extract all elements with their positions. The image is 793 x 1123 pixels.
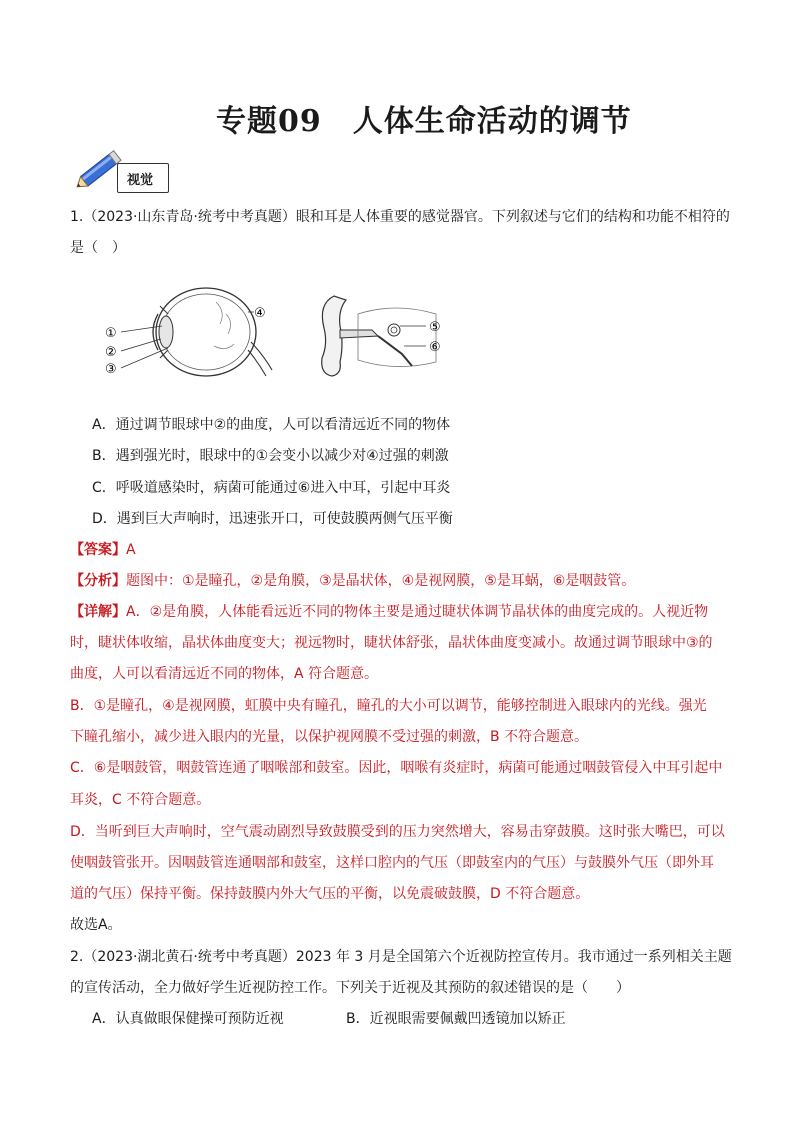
q1-detail-line-2: 时，睫状体收缩，晶状体曲度变大；视远物时，睫状体舒张，晶状体曲度变减小。故通过调节眼球中③的: [70, 635, 713, 651]
q2-stem-line-1: 2.（2023·湖北黄石·统考中考真题）2023 年 3 月是全国第六个近视防控宣传月。我市通过一系列相关主题: [70, 949, 732, 965]
q2-option-a: A．认真做眼保健操可预防近视: [92, 1011, 284, 1027]
q1-option-a: A．通过调节眼球中②的曲度，人可以看清远近不同的物体: [92, 417, 451, 433]
q1-detail-line-7: 耳炎，C 不符合题意。: [70, 792, 211, 808]
section-tag: [117, 163, 169, 193]
answer-label: 【答案】: [70, 542, 126, 558]
detail-text: A．②是角膜，人体能看远近不同的物体主要是通过睫状体调节晶状体的曲度完成的。人视近物: [126, 604, 709, 620]
q2-stem-line-2: 的宣传活动，全力做好学生近视防控工作。下列关于近视及其预防的叙述错误的是（ ）: [70, 980, 630, 996]
detail-label: 【详解】: [70, 604, 126, 620]
analysis-label: 【分析】: [70, 573, 126, 589]
ear-diagram: [322, 296, 441, 376]
figure-label-1: ①: [105, 326, 117, 341]
figure-label-5: ⑤: [429, 320, 441, 335]
q1-detail-line-4: B．①是瞳孔，④是视网膜，虹膜中央有瞳孔，瞳孔的大小可以调节，能够控制进入眼球内的光线。强光: [70, 698, 707, 714]
q1-detail-line-9: 使咽鼓管张开。因咽鼓管连通咽部和鼓室，这样口腔内的气压（即鼓室内的气压）与鼓膜外气压（即外耳: [70, 855, 714, 871]
figure-label-3: ③: [105, 362, 117, 377]
figure-label-2: ②: [105, 345, 117, 360]
q1-conclusion: 故选A。: [70, 917, 122, 933]
q1-stem-line-1: 1.（2023·山东青岛·统考中考真题）眼和耳是人体重要的感觉器官。下列叙述与它们的结构和功能不相符的: [70, 209, 730, 225]
section-tag-label: 视觉: [127, 173, 154, 188]
q1-option-b: B．遇到强光时，眼球中的①会变小以减少对④过强的刺激: [92, 448, 449, 464]
q1-option-c: C．呼吸道感染时，病菌可能通过⑥进入中耳，引起中耳炎: [92, 480, 451, 496]
q1-option-d: D．遇到巨大声响时，迅速张开口，可使鼓膜两侧气压平衡: [92, 511, 453, 527]
eye-ear-diagram: [96, 284, 476, 384]
figure-label-4: ④: [254, 306, 266, 321]
q1-analysis: [70, 570, 635, 590]
page-title: 专题09 人体生命活动的调节: [216, 104, 632, 139]
q1-answer: [70, 539, 136, 559]
q1-stem-line-2: 是（ ）: [70, 240, 126, 256]
q1-detail-line-6: C．⑥是咽鼓管，咽鼓管连通了咽喉部和鼓室。因此，咽喉有炎症时，病菌可能通过咽鼓管侵入中耳引起中: [70, 760, 723, 776]
answer-value: A: [126, 542, 136, 558]
figure-label-6: ⑥: [429, 340, 441, 355]
q1-detail-line-8: D．当听到巨大声响时，空气震动剧烈导致鼓膜受到的压力突然增大，容易击穿鼓膜。这时张大嘴巴，可以: [70, 824, 725, 840]
eye-diagram: [105, 288, 272, 377]
analysis-text: 题图中：①是瞳孔，②是角膜，③是晶状体，④是视网膜，⑤是耳蜗，⑥是咽鼓管。: [126, 573, 636, 589]
q2-option-b: B．近视眼需要佩戴凹透镜加以矫正: [346, 1011, 566, 1027]
q1-detail-line-3: 曲度，人可以看清远近不同的物体，A 符合题意。: [70, 666, 379, 682]
q1-detail-line-5: 下瞳孔缩小，减少进入眼内的光量，以保护视网膜不受过强的刺激，B 不符合题意。: [70, 729, 589, 745]
q1-detail-line-1: [70, 601, 708, 621]
q1-detail-line-10: 道的气压）保持平衡。保持鼓膜内外大气压的平衡，以免震破鼓膜，D 不符合题意。: [70, 886, 590, 902]
